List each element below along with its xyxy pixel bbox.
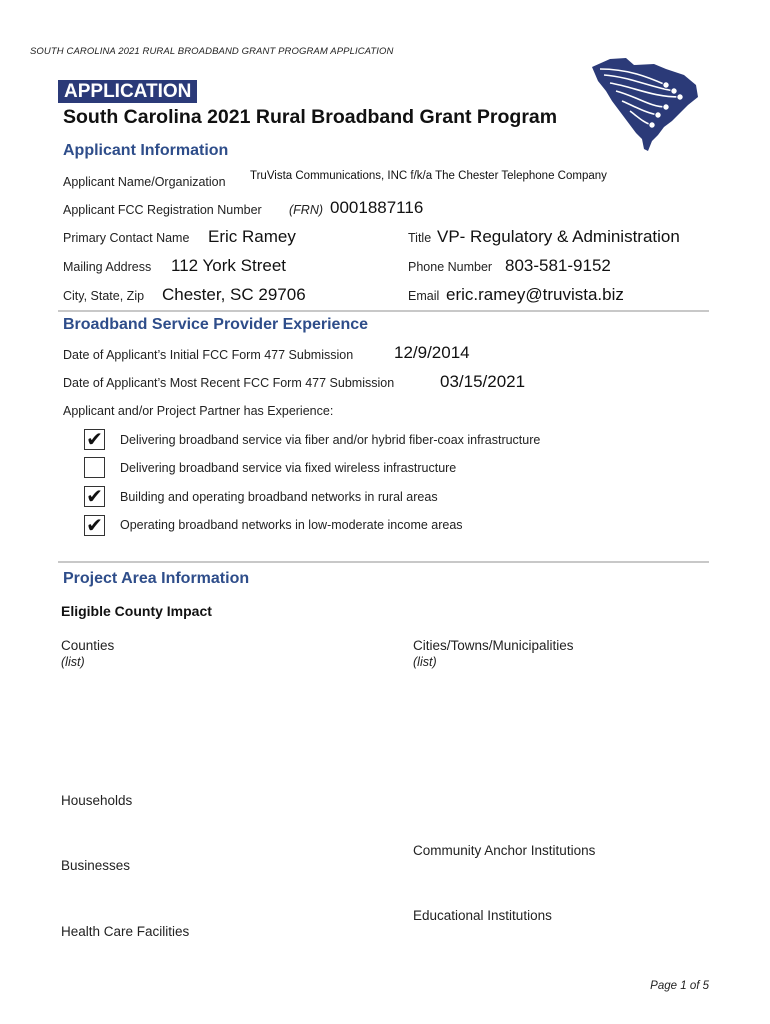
applicant-info-heading: Applicant Information xyxy=(63,142,229,159)
frn-field[interactable]: 0001887116 xyxy=(330,198,424,217)
anchor-institutions-label: Community Anchor Institutions xyxy=(413,843,596,858)
section-divider xyxy=(58,561,709,563)
contact-title-field[interactable]: VP- Regulatory & Administration xyxy=(437,227,680,246)
page-title: South Carolina 2021 Rural Broadband Grant Program xyxy=(63,106,558,128)
checkbox-rural-networks-label: Building and operating broadband networks in rural areas xyxy=(120,490,438,504)
eligible-county-subheading: Eligible County Impact xyxy=(61,603,212,619)
email-label: Email xyxy=(408,289,440,303)
businesses-label: Businesses xyxy=(61,858,131,873)
households-label: Households xyxy=(61,793,133,808)
frn-hint: (FRN) xyxy=(289,203,324,217)
section-divider xyxy=(58,310,709,312)
recent-477-field[interactable]: 03/15/2021 xyxy=(440,372,526,391)
checkbox-fiber-hfc-label: Delivering broadband service via fiber and/or hybrid fiber-coax infrastructure xyxy=(120,433,541,447)
educational-institutions-label: Educational Institutions xyxy=(413,908,552,923)
checkbox-fixed-wireless[interactable] xyxy=(84,457,105,478)
checkbox-fiber-hfc[interactable]: ✔ xyxy=(84,429,105,450)
email-field[interactable]: eric.ramey@truvista.biz xyxy=(446,285,624,304)
contact-title-label: Title xyxy=(408,231,432,245)
recent-477-label: Date of Applicant’s Most Recent FCC Form 477 Submission xyxy=(63,376,395,390)
city-state-zip-field[interactable]: Chester, SC 29706 xyxy=(162,285,306,304)
city-state-zip-label: City, State, Zip xyxy=(63,289,145,303)
mailing-address-field[interactable]: 112 York Street xyxy=(171,256,286,275)
applicant-name-field[interactable]: TruVista Communications, INC f/k/a The Chester Telephone Company xyxy=(250,170,607,182)
experience-heading: Broadband Service Provider Experience xyxy=(63,316,369,333)
application-tag: APPLICATION xyxy=(58,80,197,103)
contact-name-label: Primary Contact Name xyxy=(63,231,190,245)
phone-field[interactable]: 803-581-9152 xyxy=(505,256,611,275)
experience-intro-label: Applicant and/or Project Partner has Experience: xyxy=(63,404,334,418)
south-carolina-map-fiber-icon xyxy=(588,55,702,159)
form-header-title: SOUTH CAROLINA 2021 RURAL BROADBAND GRANT PROGRAM APPLICATION xyxy=(30,46,394,57)
contact-name-field[interactable]: Eric Ramey xyxy=(208,227,296,246)
counties-label: Counties xyxy=(61,638,115,653)
checkbox-low-income[interactable]: ✔ xyxy=(84,515,105,536)
checkbox-fixed-wireless-label: Delivering broadband service via fixed wireless infrastructure xyxy=(120,461,457,475)
applicant-name-label: Applicant Name/Organization xyxy=(63,175,226,189)
cities-label: Cities/Towns/Municipalities xyxy=(413,638,574,653)
health-care-label: Health Care Facilities xyxy=(61,924,190,939)
mailing-address-label: Mailing Address xyxy=(63,260,152,274)
counties-hint: (list) xyxy=(61,655,85,669)
initial-477-field[interactable]: 12/9/2014 xyxy=(394,343,470,362)
frn-label: Applicant FCC Registration Number xyxy=(63,203,262,217)
checkbox-low-income-label: Operating broadband networks in low-moderate income areas xyxy=(120,518,463,532)
cities-hint: (list) xyxy=(413,655,437,669)
checkbox-rural-networks[interactable]: ✔ xyxy=(84,486,105,507)
page-number: Page 1 of 5 xyxy=(650,980,709,992)
phone-label: Phone Number xyxy=(408,260,493,274)
project-area-heading: Project Area Information xyxy=(63,570,250,587)
initial-477-label: Date of Applicant’s Initial FCC Form 477 Submission xyxy=(63,348,354,362)
